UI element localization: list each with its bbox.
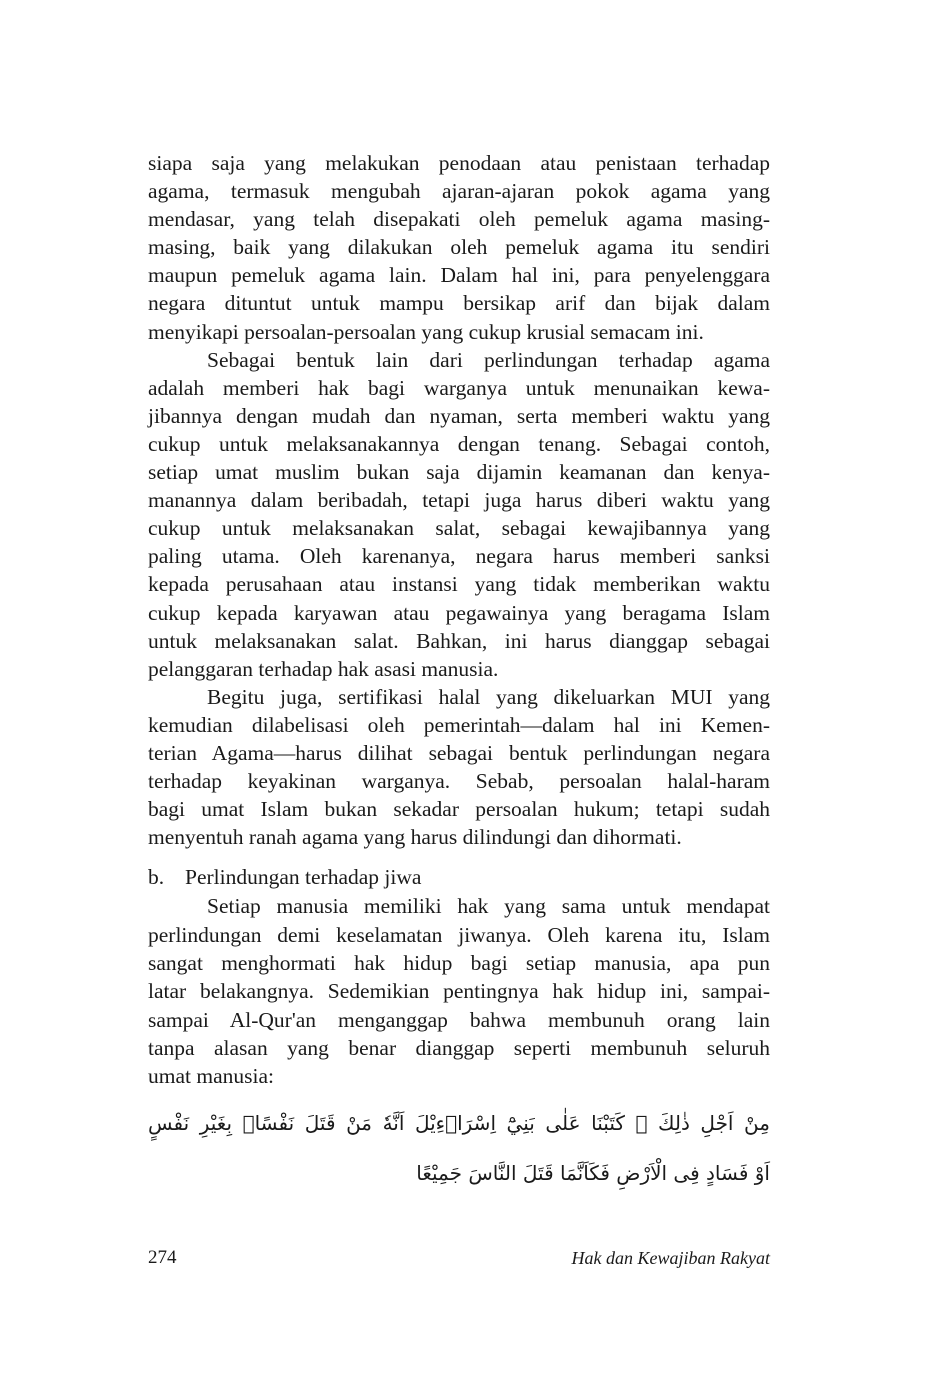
text-line: manannya dalam beribadah, tetapi juga harus diberi waktu yang	[148, 488, 770, 513]
text-line: paling utama. Oleh karenanya, negara harus memberi sanksi	[148, 544, 770, 569]
text-line: adalah memberi hak bagi warganya untuk menunaikan kewa-	[148, 375, 770, 400]
text-line: setiap umat muslim bukan saja dijamin keamanan dan kenya-	[148, 460, 770, 485]
text-line: cukup kepada karyawan atau pegawainya yang beragama Islam	[148, 600, 770, 625]
page-number: 274	[148, 1247, 177, 1268]
paragraph-halal-certification	[148, 683, 770, 852]
text-line: maupun pemeluk agama lain. Dalam hal ini, para penyelenggara	[148, 263, 770, 288]
text-line: Setiap manusia memiliki hak yang sama untuk mendapat	[207, 894, 770, 919]
text-line: pelanggaran terhadap hak asasi manusia.	[148, 656, 499, 681]
text-line: kemudian dilabelisasi oleh pemerintah—dalam hal ini Kemen-	[148, 712, 770, 737]
page-body	[148, 149, 770, 1198]
paragraph-religion-protection	[148, 346, 770, 683]
text-line: bagi umat Islam bukan sekadar persoalan hukum; tetapi sudah	[148, 797, 770, 822]
text-line: latar belakangnya. Sedemikian pentingnya hak hidup ini, sampai-	[148, 979, 770, 1004]
text-line: Begitu juga, sertifikasi halal yang dikeluarkan MUI yang	[207, 684, 770, 709]
text-line: perlindungan demi keselamatan jiwanya. Oleh karena itu, Islam	[148, 922, 770, 947]
text-line: sampai Al-Qur'an menganggap bahwa membunuh orang lain	[148, 1007, 770, 1032]
quran-verse-line-1: مِنْ اَجْلِ ذٰلِكَ ۛ كَتَبْنَا عَلٰى بَنِيْٓ اِسْرَاۤءِيْلَ اَنَّهٗ مَنْ قَتَلَ نَفْسًاۢ بِغَيْرِ نَفْسٍ	[148, 1111, 770, 1136]
text-line: masing, baik yang dilakukan oleh pemeluk agama itu sendiri	[148, 235, 770, 260]
text-line: untuk melaksanakan salat. Bahkan, ini harus dianggap sebagai	[148, 628, 770, 653]
text-line: agama, termasuk mengubah ajaran-ajaran pokok agama yang	[148, 179, 770, 204]
text-line: cukup untuk melaksanakan salat, sebagai kewajibannya yang	[148, 516, 770, 541]
text-line: mendasar, yang telah disepakati oleh pemeluk agama masing-	[148, 207, 770, 232]
running-title: Hak dan Kewajiban Rakyat	[571, 1248, 770, 1268]
section-heading	[148, 863, 770, 891]
section-title: Perlindungan terhadap jiwa	[185, 865, 422, 890]
paragraph-life-protection	[148, 892, 770, 1090]
section-marker: b.	[148, 865, 165, 890]
text-line: terhadap keyakinan warganya. Sebab, persoalan halal-haram	[148, 769, 770, 794]
text-line: terian Agama—harus dilihat sebagai bentuk perlindungan negara	[148, 740, 770, 765]
text-line: Sebagai bentuk lain dari perlindungan terhadap agama	[207, 347, 770, 372]
text-line: jibannya dengan mudah dan nyaman, serta memberi waktu yang	[148, 403, 770, 428]
text-line: tanpa alasan yang benar dianggap seperti membunuh seluruh	[148, 1035, 770, 1060]
text-line: sangat menghormati hak hidup bagi setiap manusia, apa pun	[148, 950, 770, 975]
text-line: menyikapi persoalan-persoalan yang cukup krusial semacam ini.	[148, 319, 704, 344]
text-line: cukup untuk melaksanakannya dengan tenang. Sebagai contoh,	[148, 431, 770, 456]
text-line: menyentuh ranah agama yang harus dilindungi dan dihormati.	[148, 825, 682, 850]
text-line: negara dituntut untuk mampu bersikap arif dan bijak dalam	[148, 291, 770, 316]
paragraph-continuation	[148, 149, 770, 346]
quran-verse-line-2: اَوْ فَسَادٍ فِى الْاَرْضِ فَكَاَنَّمَا قَتَلَ النَّاسَ جَمِيْعًا	[416, 1161, 770, 1186]
text-line: umat manusia:	[148, 1064, 274, 1089]
text-line: siapa saja yang melakukan penodaan atau penistaan terhadap	[148, 151, 770, 175]
text-line: kepada perusahaan atau instansi yang tidak memberikan waktu	[148, 572, 770, 597]
